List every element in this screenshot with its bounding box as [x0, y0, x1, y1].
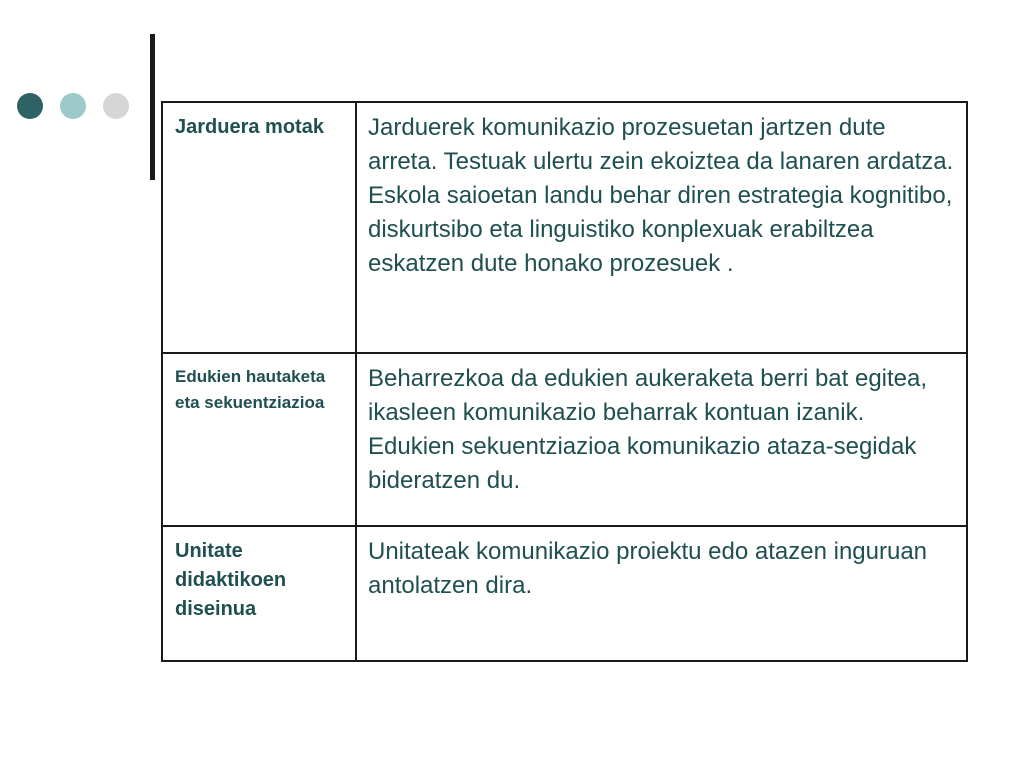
- decorative-dot-gray: [103, 93, 129, 119]
- row-label-cell: [162, 102, 356, 353]
- decorative-vertical-bar: [150, 34, 155, 180]
- row-label: Unitate didaktikoen diseinua: [175, 540, 287, 620]
- table-row: [162, 526, 967, 661]
- row-paragraph: Jarduerek komunikazio prozesuetan jartzen dute arreta. Testuak ulertu zein ekoiztea da lanaren ardatza.: [368, 114, 954, 175]
- row-paragraph: Unitateak komunikazio proiektu edo atazen inguruan antolatzen dira.: [368, 538, 928, 599]
- row-label: Edukien hautaketa eta sekuentziazioa: [175, 367, 326, 412]
- row-label-cell: [162, 526, 356, 661]
- row-text-cell: [356, 353, 967, 526]
- row-label: Jarduera motak: [175, 116, 324, 138]
- decorative-dot-light: [60, 93, 86, 119]
- row-text-cell: [356, 526, 967, 661]
- row-label-cell: [162, 353, 356, 526]
- row-paragraph: Eskola saioetan landu behar diren estrategia kognitibo, diskurtsibo eta linguistiko konplexuak erabiltzea eskatzen dute honako prozesuek .: [368, 182, 953, 277]
- decorative-dot-dark: [17, 93, 43, 119]
- table-row: [162, 353, 967, 526]
- content-table: [161, 101, 968, 662]
- row-text-cell: [356, 102, 967, 353]
- row-paragraph: Beharrezkoa da edukien aukeraketa berri bat egitea, ikasleen komunikazio beharrak kontuan izanik. Edukien sekuentziazioa komunikazio ataza-segidak bideratzen du.: [368, 365, 928, 494]
- table-row: [162, 102, 967, 353]
